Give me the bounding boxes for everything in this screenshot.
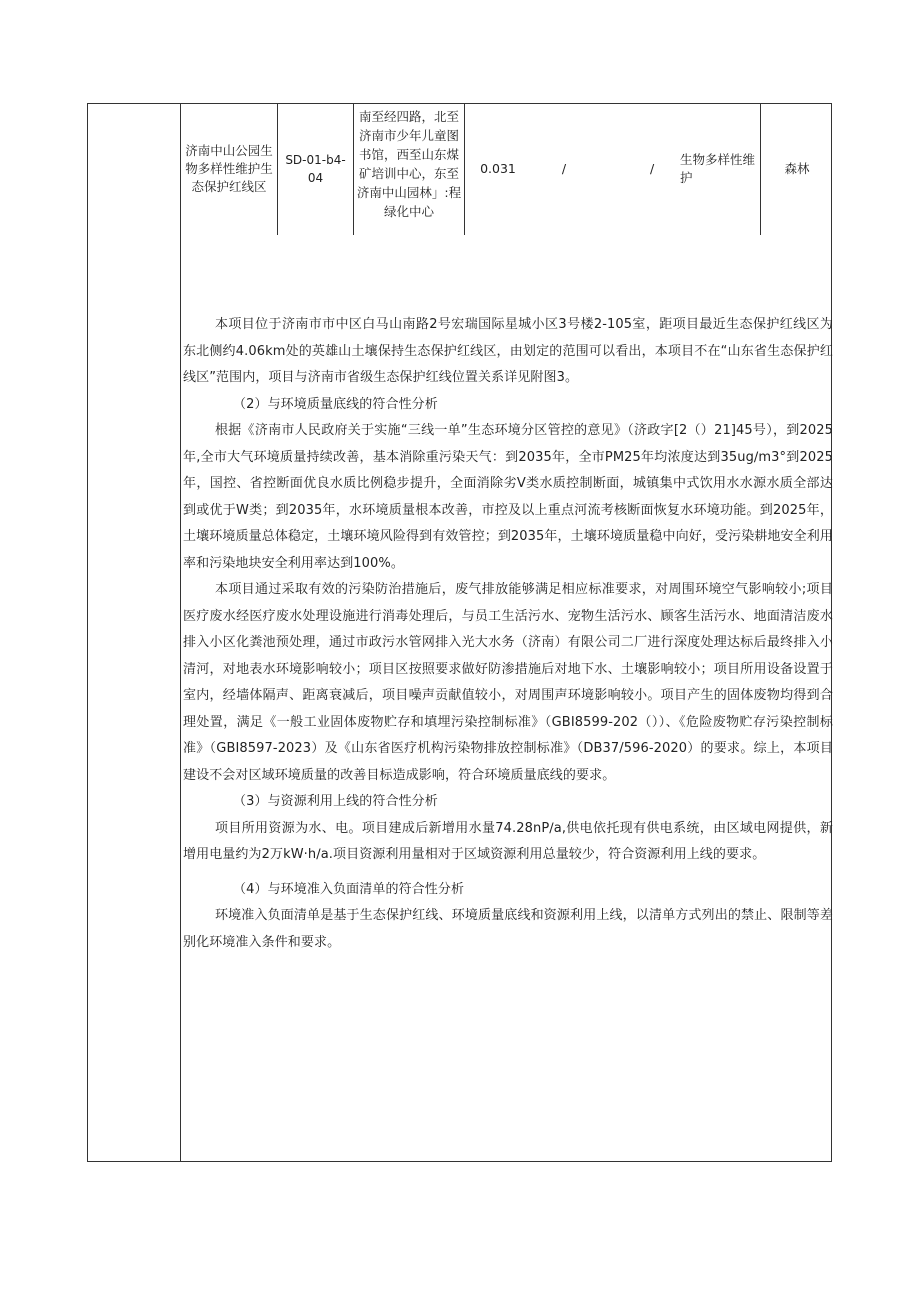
cell-zone-scope: 南至经四路，北至济南市少年儿童图书馆，西至山东煤矿培训中心，东至济南中山园林」:程绿化中心 (354, 103, 465, 235)
cell-function: 生物多样性维护 (680, 152, 756, 185)
cell-zone-code: SD-01-b4-04 (278, 103, 354, 235)
paragraph-policy: 根据《济南市人民政府关于实施“三线一单”生态环境分区管控的意见》（济政字[2（）21]45号），到2025年,全市大气环境质量持续改善，基本消除重污染天气：到2035年，全市PM25年均浓度达到35ug∕m3°到2025年，国控、省控断面优良水质比例稳步提升，全面消除劣V类水质控制断面，城镇集中式饮用水水源水质全部达到或优于W类；到2035年，水环境质量根本改善，市控及以上重点河流考核断面恢复水环境功能。到2025年，土壤环境质量总体稳定，土壤环境风险得到有效管控；到2035年，土壤环境质量稳中向好，受污染耕地安全利用率和污染地块安全利用率达到100%。 (183, 423, 833, 571)
left-column-divider (180, 103, 181, 1162)
cell-zone-area: 0.031 (480, 161, 516, 176)
heading-quality: （2）与环境质量底线的符合性分析 (233, 396, 438, 412)
cell-col6: / (650, 161, 655, 176)
paragraph-negative-list: 环境准入负面清单是基于生态保护红线、环境质量底线和资源利用上线，以清单方式列出的禁止、限制等差别化环境准入条件和要求。 (183, 908, 833, 950)
paragraph-measures: 本项目通过采取有效的污染防治措施后，废气排放能够满足相应标准要求，对周围环境空气影响较小;项目医疗废水经医疗废水处理设施进行消毒处理后，与员工生活污水、宠物生活污水、顾客生活污水、地面清洁废水排入小区化粪池预处理，通过市政污水管网排入光大水务（济南）有限公司二厂进行深度处理达标后最终排入小清河，对地表水环境影响较小；项目区按照要求做好防渗措施后对地下水、土壤影响较小；项目所用设备设置于室内，经墙体隔声、距离衰减后，项目噪声贡献值较小，对周围声环境影响较小。项目产生的固体废物均得到合理处置，满足《一般工业固体废物贮存和填埋污染控制标准》（GBI8599-202（））、《危险废物贮存污染控制标准》（GBI8597-2023）及《山东省医疗机构污染物排放控制标准》（DB37/596-2020）的要求。综上，本项目建设不会对区域环境质量的改善目标造成影响，符合环境质量底线的要求。 (183, 582, 833, 783)
heading-resource: （3）与资源利用上线的符合性分析 (233, 794, 438, 809)
cell-col5: / (561, 161, 567, 176)
paragraph-ecology: 本项目位于济南市市中区白马山南路2号宏瑞国际星城小区3号楼2-105室，距项目最近生态保护红线区为东北侧约4.06km处的英雄山土壤保持生态保护红线区，由划定的范围可以看出，本项目不在“山东省生态保护红线区”范围内，项目与济南市省级生态保护红线位置关系详见附图3。 (183, 317, 833, 385)
cell-zone-name: 济南中山公园生物多样性维护生态保护红线区 (181, 103, 278, 235)
cell-zone-type: 森林 (784, 161, 810, 176)
paragraph-resource: 项目所用资源为水、电。项目建成后新增用水量74.28nP∕a,供电依托现有供电系统，由区域电网提供，新增用电量约为2万kW·h∕a.项目资源利用量相对于区域资源利用总量较少，符合资源利用上线的要求。 (183, 820, 833, 862)
body-text (183, 312, 833, 956)
cell-col6-function (597, 103, 761, 235)
heading-negative-list: （4）与环境准入负面清单的符合性分析 (233, 881, 465, 897)
